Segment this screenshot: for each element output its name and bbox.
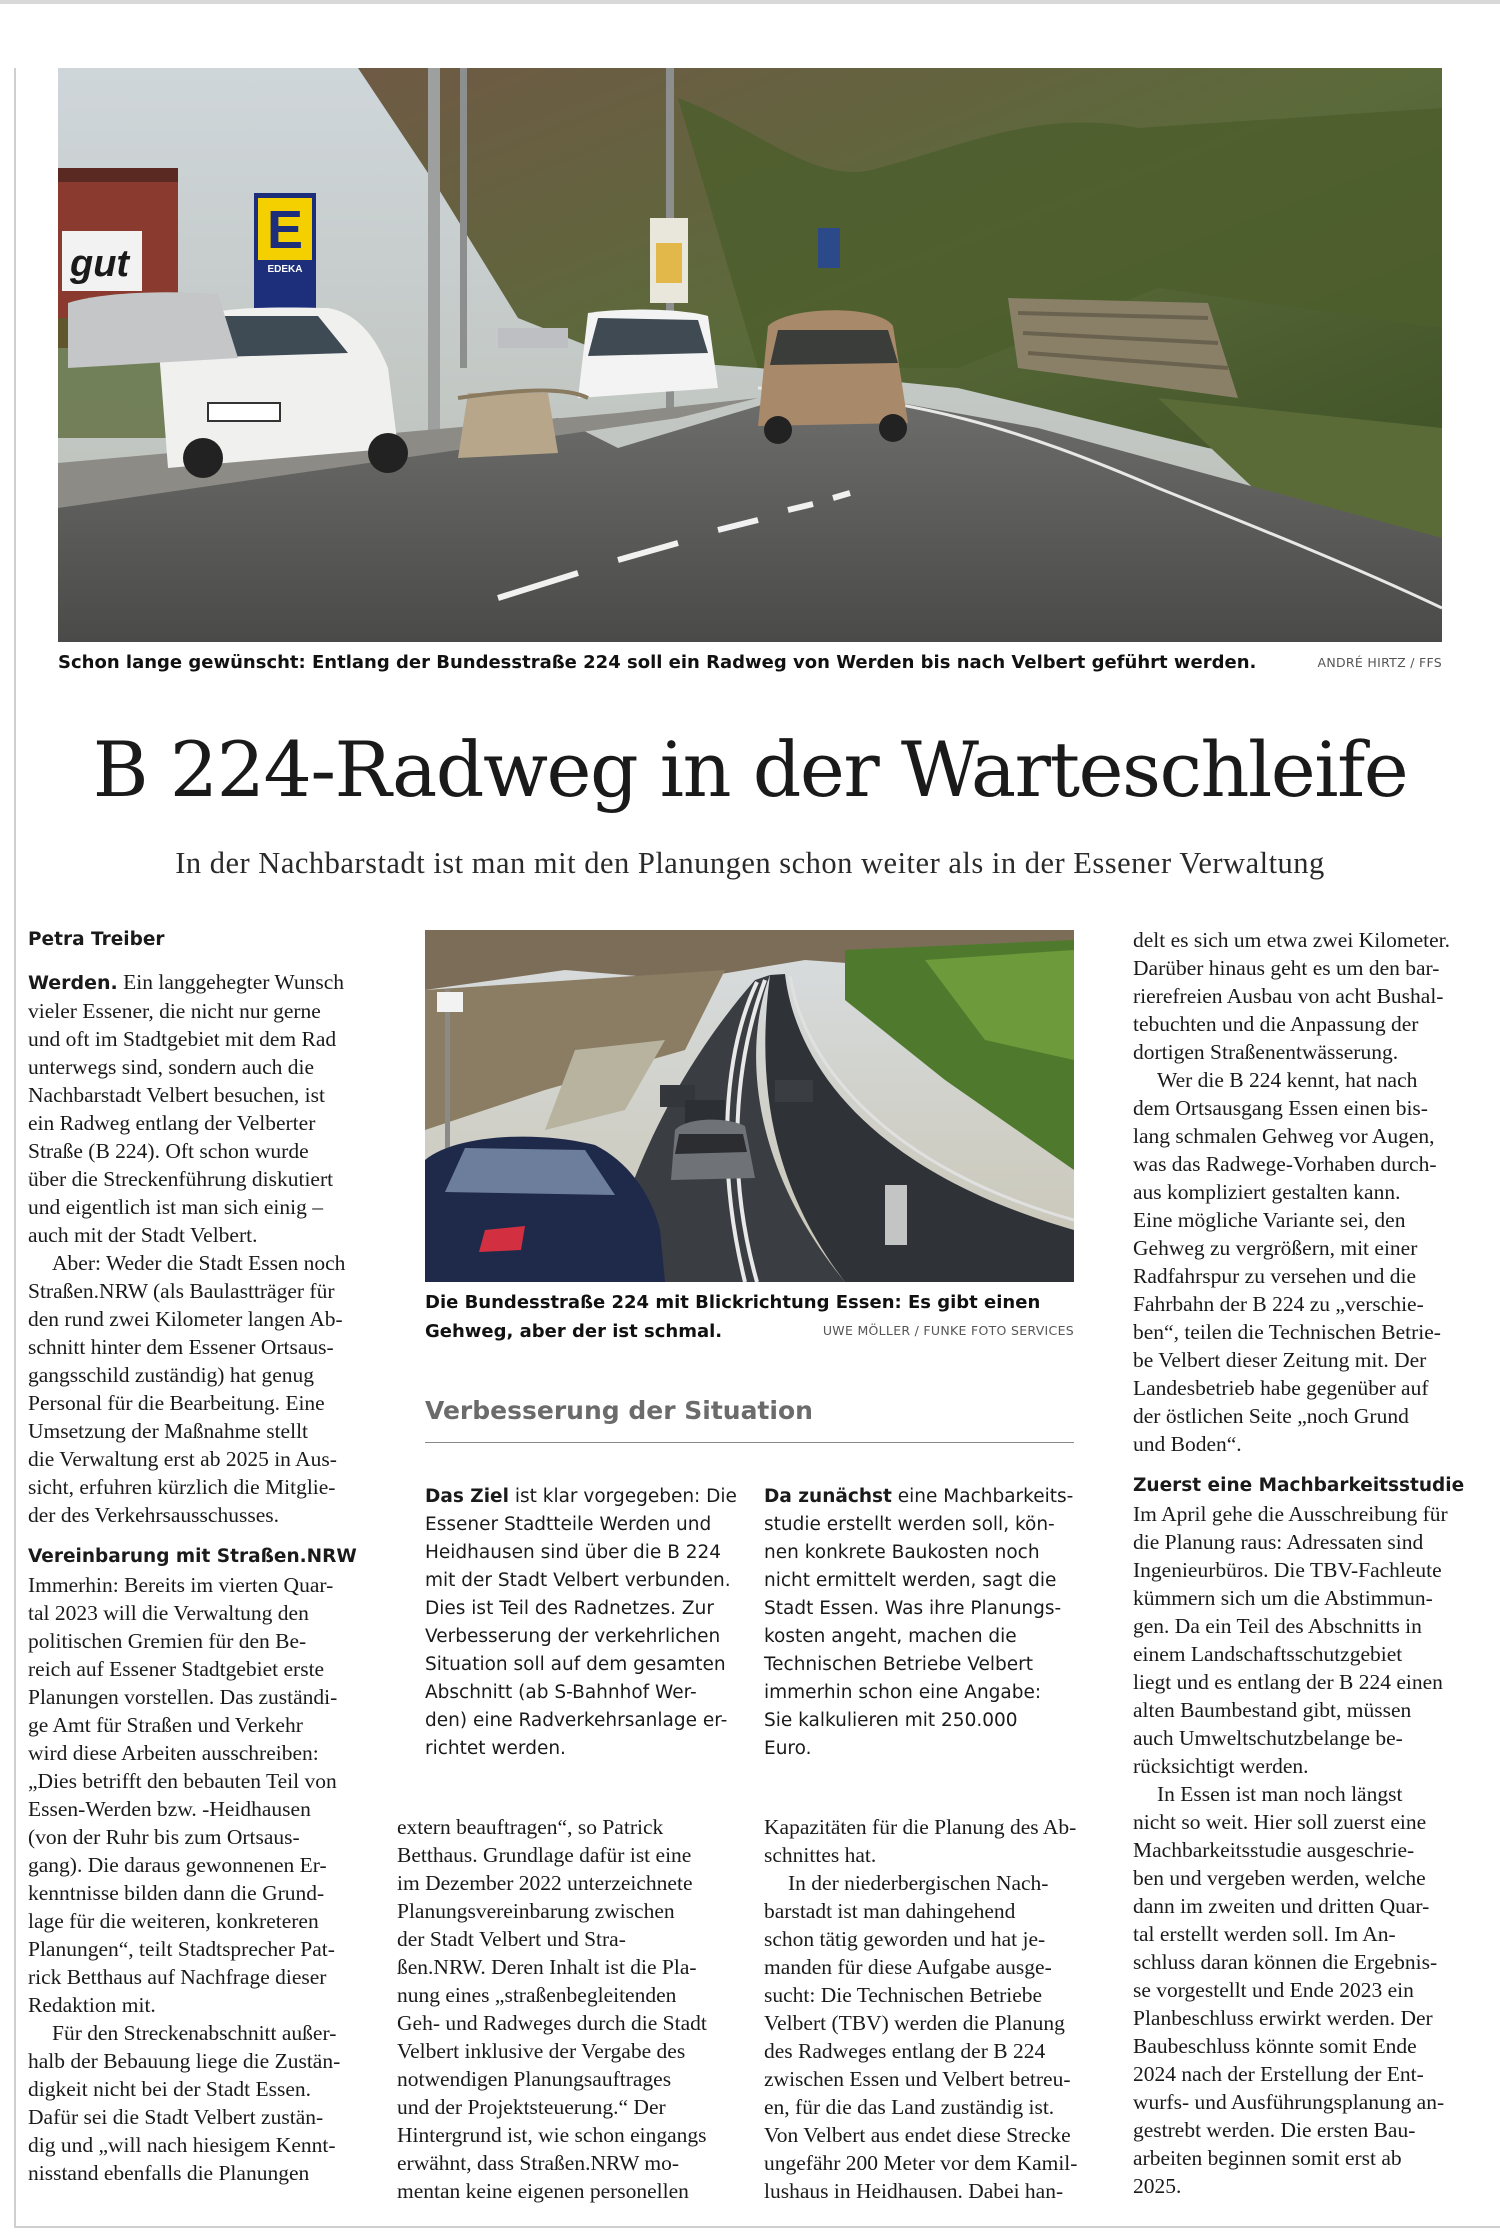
main-photo-credit: ANDRÉ HIRTZ / FFS — [1317, 655, 1442, 670]
col2-para-1: extern beauftragen“, so Patrick Betthaus. Grundlage dafür ist eine im Dezember 2022 unterzeichnete Planungsvereinbarung zwischen der Stadt Velbert und Stra- ßen.NRW. Deren Inhalt ist die Pla- nung eines „straßenbegleitenden Geh- und Radweges durch die Stadt Velbert inklusive der Vergabe des notwendigen Planungsauftrages und der Projektsteuerung.“ Der Hintergrund ist, wie schon eingangs erwähnt, dass Straßen.NRW mo- mentan keine eigenen personellen — [397, 1815, 707, 2203]
main-photo-caption: Schon lange gewünscht: Entlang der Bundesstraße 224 soll ein Radweg von Werden bis nach Velbert geführt werden. — [58, 652, 1257, 673]
section-heading: Verbesserung der Situation — [425, 1396, 813, 1425]
col1-lead: Werden. — [28, 972, 118, 994]
page-bottom-rule — [14, 2226, 1500, 2228]
main-photo — [58, 68, 1442, 642]
col1-para-1: Werden. Ein langgehegter Wunsch vieler Essener, die nicht nur gerne und oft im Stadtgebiet mit dem Rad unterwegs sind, sondern auch die Nachbarstadt Velbert besuchen, ist ein Radweg entlang der Velberter Straße (B 224). Oft schon wurde über die Streckenführung diskutiert und eigentlich ist man sich einig – auch mit der Stadt Velbert. — [28, 970, 344, 1247]
column-4 — [1133, 926, 1472, 2200]
headline: B 224-Radweg in der Warteschleife — [92, 725, 1408, 814]
info-box-left-lead: Das Ziel — [425, 1486, 509, 1507]
info-box-left-text: Das Ziel ist klar vorgegeben: Die Essener Stadtteile Werden und Heidhausen sind über die B 224 mit der Stadt Velbert verbunden. Dies ist Teil des Radnetzes. Zur Verbesserung der verkehrlichen Situation soll auf dem gesamten Abschnitt (ab S-Bahnhof Wer- den) eine Radverkehrsanlage er- richtet werden. — [425, 1486, 737, 1759]
subheadline: In der Nachbarstadt ist man mit den Planungen schon weiter als in der Essener Verwaltung — [175, 846, 1325, 880]
author: Petra Treiber — [28, 929, 165, 950]
col4-para-1: delt es sich um etwa zwei Kilometer. Darüber hinaus geht es um den bar- rierefreien Ausbau von acht Bushal- tebuchten und die Anpassung der dortigen Straßenentwässerung. — [1133, 928, 1451, 1064]
col4-para-2: Wer die B 224 kennt, hat nach dem Ortsausgang Essen einen bis- lang schmalen Gehweg vor Augen, was das Radwege-Vorhaben durch- aus kompliziert gestalten kann. Eine mögliche Variante sei, den Gehweg zu vergrößern, mit einer Radfahrspur zu versehen und die Fahrbahn der B 224 zu „verschie- ben“, teilen die Technischen Betrie- be Velbert dieser Zeitung mit. Der Landesbetrieb habe gegenüber auf der östlichen Seite „noch Grund und Boden“. — [1133, 1068, 1441, 1456]
col4-para-4: In Essen ist man noch längst nicht so weit. Hier soll zuerst eine Machbarkeitsstudie ausgeschrie- ben und vergeben werden, welche dann im zweiten und dritten Quar- tal erstellt werden soll. Im An- schluss daran können die Ergebnis- se vorgestellt und Ende 2023 ein Planbeschluss erwirkt werden. Der Baubeschluss könnte somit Ende 2024 nach der Erstellung der Ent- wurfs- und Ausführungsplanung an- gestrebt werden. Die ersten Bau- arbeiten beginnen somit erst ab 2025. — [1133, 1782, 1445, 2198]
section-divider — [425, 1442, 1074, 1443]
page-top-rule — [0, 0, 1500, 4]
column-3 — [764, 1813, 1103, 2205]
page-left-rule — [14, 68, 16, 2228]
column-2 — [397, 1813, 736, 2205]
info-box-right — [764, 1483, 1082, 1763]
col1-para-3: Immerhin: Bereits im vierten Quar- tal 2023 will die Verwaltung den politischen Gremien für den Be- reich auf Essener Stadtgebiet erste Planungen vorstellen. Das zuständi- ge Amt für Straßen und Verkehr wird diese Arbeiten ausschreiben: „Dies betrifft den bebauten Teil von Essen-Werden bzw. -Heidhausen (von der Ruhr bis zum Ortsaus- gang). Die daraus gewonnenen Er- kenntnisse bilden dann die Grund- lage für die weiteren, konkreteren Planungen“, teilt Stadtsprecher Pat- rick Betthaus auf Nachfrage dieser Redaktion mit. — [28, 1573, 338, 2017]
col3-para-1: Kapazitäten für die Planung des Ab- schnittes hat. — [764, 1815, 1077, 1867]
col4-para-3: Im April gehe die Ausschreibung für die Planung raus: Adressaten sind Ingenieurbüros. Die TBV-Fachleute kümmern sich um die Abstimmun- gen. Da ein Teil des Abschnitts in einem Landschaftsschutzgebiet liegt und es entlang der B 224 einen alten Baumbestand gibt, müssen auch Umweltschutzbelange be- rücksichtigt werden. — [1133, 1502, 1448, 1778]
mid-photo — [425, 930, 1074, 1282]
info-box-left — [425, 1483, 743, 1763]
shop-sign-text: gut — [70, 243, 130, 285]
info-box-right-text: Da zunächst eine Machbarkeits- studie erstellt werden soll, kön- nen konkrete Baukosten noch nicht ermittelt werden, sagt die Stadt Essen. Was ihre Planungs- kosten angeht, machen die Technischen Betriebe Velbert immerhin schon eine Angabe: Sie kalkulieren mit 250.000 Euro. — [764, 1486, 1074, 1759]
col3-para-2: In der niederbergischen Nach- barstadt ist man dahingehend schon tätig geworden und hat je- manden für diese Aufgabe ausge- sucht: Die Technischen Betriebe Velbert (TBV) werden die Planung des Radweges entlang der B 224 zwischen Essen und Velbert betreu- en, für die das Land zuständig ist. Von Velbert aus endet diese Strecke ungefähr 200 Meter vor dem Kamil- lushaus in Heidhausen. Dabei han- — [764, 1871, 1078, 2203]
edeka-sign-text: EDEKA — [267, 264, 303, 275]
mid-photo-credit: UWE MÖLLER / FUNKE FOTO SERVICES — [822, 1323, 1074, 1338]
col1-para-4: Für den Streckenabschnitt außer- halb der Bebauung liege die Zustän- digkeit nicht bei der Stadt Essen. Dafür sei die Stadt Velbert zustän- dig und „will nach hiesigem Kennt- nisstand ebenfalls die Planungen — [28, 2021, 341, 2185]
col1-subheading: Vereinbarung mit Straßen.NRW — [28, 1546, 357, 1567]
col4-subheading: Zuerst eine Machbarkeitsstudie — [1133, 1475, 1465, 1496]
column-1 — [28, 926, 367, 2187]
svg-text:E: E — [266, 200, 304, 260]
col1-para-2: Aber: Weder die Stadt Essen noch Straßen.NRW (als Baulastträger für den rund zwei Kilometer langen Ab- schnitt hinter dem Essener Ortsaus- gangsschild zuständig) hat genug Personal für die Bearbeitung. Eine Umsetzung der Maßnahme stellt die Verwaltung erst ab 2025 in Aus- sicht, erfuhren kürzlich die Mitglie- der des Verkehrsausschusses. — [28, 1251, 346, 1527]
info-box-right-lead: Da zunächst — [764, 1486, 892, 1507]
mid-photo-caption: Die Bundesstraße 224 mit Blickrichtung Essen: Es gibt einen Gehweg, aber der ist schmal. — [425, 1292, 1041, 1342]
